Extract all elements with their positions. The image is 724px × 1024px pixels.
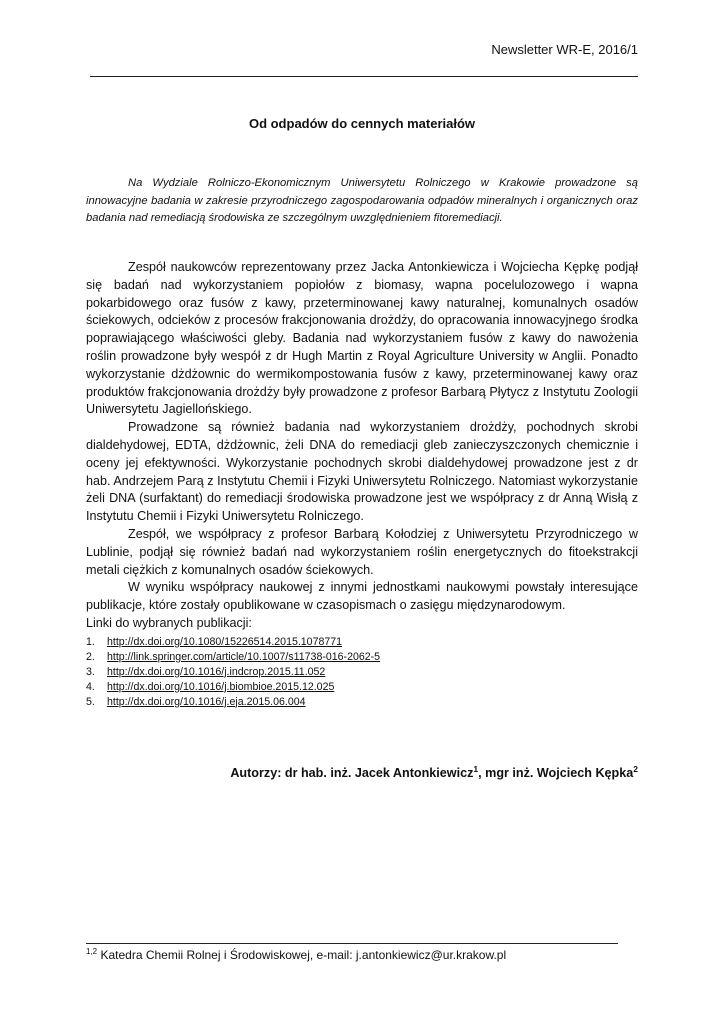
footnote-marker: 1,2 [86, 947, 98, 956]
article-body [86, 259, 638, 710]
footnote [86, 947, 506, 962]
links-label: Linki do wybranych publikacji: [86, 615, 252, 630]
list-item [86, 695, 638, 710]
list-item [86, 650, 638, 665]
list-number: 2. [86, 650, 95, 663]
publication-link-1[interactable]: http://dx.doi.org/10.1080/15226514.2015.1078771 [107, 635, 343, 648]
body-paragraph: Zespół naukowców reprezentowany przez Jacka Antonkiewicza i Wojciecha Kępkę podjął się badań nad wykorzystaniem popiołów z biomasy, wapna pocelulozowego i wapna pokarbidowego oraz fusów z kawy, przeterminowanej kawy naturalnej, komunalnych osadów ściekowych, odcieków z procesów frakcjonowania drożdży, do opracowania innowacyjnego środka poprawiającego właściwości gleby. Badania nad wykorzystaniem fusów z kawy do nawożenia roślin prowadzone były wespół z dr Hugh Martin z Royal Agriculture University w Anglii. Ponadto wykorzystanie dżdżownic do wermikompostowania fusów z kawy, przeterminowanej kawy oraz produktów frakcjonowania drożdży były prowadzone z profesor Barbarą Płytycz z Instytutu Zoologii Uniwersytetu Jagiellońskiego. [86, 260, 638, 417]
authors-prefix: Autorzy: dr hab. inż. Jacek Antonkiewicz [230, 766, 474, 781]
article-title: Od odpadów do cennych materiałów [248, 116, 476, 131]
authors-second: , mgr inż. Wojciech Kępka [478, 766, 634, 781]
list-number: 3. [86, 665, 95, 678]
footnote-divider [86, 943, 618, 944]
author-footnote-marker: 2 [633, 764, 638, 774]
publication-link-3[interactable]: http://dx.doi.org/10.1016/j.indcrop.2015.11.052 [107, 665, 326, 678]
body-paragraph: Zespół, we współpracy z profesor Barbarą Kołodziej z Uniwersytetu Przyrodniczego w Lublinie, podjął się również badań nad wykorzystaniem roślin energetycznych do fitoekstrakcji metali ciężkich z komunalnych osadów ściekowych. [86, 526, 638, 577]
list-number: 5. [86, 695, 95, 708]
newsletter-header: Newsletter WR-E, 2016/1 [491, 42, 638, 57]
lead-paragraph: Na Wydziale Rolniczo-Ekonomicznym Uniwersytetu Rolniczego w Krakowie prowadzone są innowacyjne badania w zakresie przyrodniczego zagospodarowania odpadów mineralnych i organicznych oraz badania nad remediacją środowiska ze szczególnym uwzględnieniem fitoremediacji. [86, 177, 638, 224]
list-item [86, 635, 638, 650]
publication-link-2[interactable]: http://link.springer.com/article/10.1007/s11738-016-2062-5 [107, 650, 381, 663]
list-number: 1. [86, 635, 95, 648]
publication-link-4[interactable]: http://dx.doi.org/10.1016/j.biombioe.2015.12.025 [107, 680, 335, 693]
header-divider [90, 76, 638, 77]
list-number: 4. [86, 680, 95, 693]
footnote-text: Katedra Chemii Rolnej i Środowiskowej, e-mail: j.antonkiewicz@ur.krakow.pl [97, 948, 507, 962]
publication-link-5[interactable]: http://dx.doi.org/10.1016/j.eja.2015.06.004 [107, 695, 306, 708]
author-footnote-marker: 1 [473, 764, 479, 774]
authors-line [230, 764, 638, 780]
list-item [86, 680, 638, 695]
list-item [86, 665, 638, 680]
body-paragraph: Prowadzone są również badania nad wykorzystaniem drożdży, pochodnych skrobi dialdehydowej, EDTA, dżdżownic, żeli DNA do remediacji gleb zanieczyszczonych chemicznie i oceny jej efektywności. Wykorzystanie pochodnych skrobi dialdehydowej prowadzone jest z dr hab. Andrzejem Parą z Instytutu Chemii i Fizyki Uniwersytetu Rolniczego. Natomiast wykorzystanie żeli DNA (surfaktant) do remediacji środowiska prowadzone jest we współpracy z dr Anną Wisłą z Instytutu Chemii i Fizyki Uniwersytetu Rolniczego. [86, 420, 638, 524]
publication-links [86, 635, 638, 710]
body-paragraph: W wyniku współpracy naukowej z innymi jednostkami naukowymi powstały interesujące publikacje, które zostały opublikowane w czasopismach o zasięgu międzynarodowym. [86, 580, 638, 613]
